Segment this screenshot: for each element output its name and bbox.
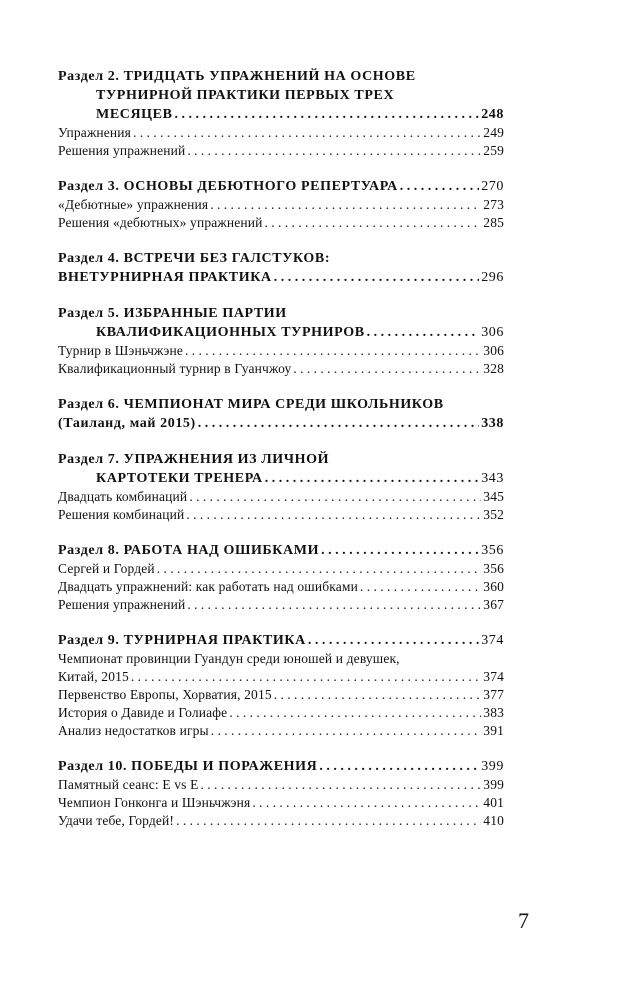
section-heading-line — [58, 304, 504, 323]
toc-entry — [58, 142, 504, 160]
toc-section-6 — [58, 395, 504, 433]
entry-title: Решения упражнений — [58, 143, 186, 158]
section-heading-line — [58, 414, 504, 433]
section-heading-text: Раздел 2. ТРИДЦАТЬ УПРАЖНЕНИЙ НА ОСНОВЕ — [58, 69, 416, 84]
entry-title: История о Давиде и Голиафе — [58, 705, 228, 720]
toc-entry — [58, 506, 504, 524]
section-page-number: 343 — [481, 471, 504, 486]
section-heading-text: Раздел 6. ЧЕМПИОНАТ МИРА СРЕДИ ШКОЛЬНИКОВ — [58, 397, 444, 412]
toc-section-3 — [58, 177, 504, 232]
dot-leader — [274, 686, 482, 704]
entry-title: Удачи тебе, Гордей! — [58, 813, 175, 828]
section-page-number: 356 — [481, 543, 504, 558]
dot-leader — [319, 757, 479, 776]
entry-page-number: 306 — [483, 343, 504, 358]
toc-entry — [58, 342, 504, 360]
dot-leader — [308, 631, 479, 650]
dot-leader — [274, 268, 480, 287]
section-heading-text: Раздел 8. РАБОТА НАД ОШИБКАМИ — [58, 543, 320, 558]
page-number: 7 — [518, 908, 529, 933]
entry-page-number: 367 — [483, 597, 504, 612]
toc-section-2 — [58, 67, 504, 160]
section-page-number: 338 — [481, 416, 504, 431]
toc-entry — [58, 488, 504, 506]
entry-page-number: 259 — [483, 143, 504, 158]
toc-section-9 — [58, 631, 504, 740]
dot-leader — [200, 776, 481, 794]
dot-leader — [176, 812, 481, 830]
entry-title: Первенство Европы, Хорватия, 2015 — [58, 687, 272, 702]
dot-leader — [133, 124, 481, 142]
entry-title: Чемпионат провинции Гуандун среди юношей и девушек, — [58, 651, 400, 666]
entry-page-number: 285 — [483, 215, 504, 230]
entry-title: Упражнения — [58, 125, 132, 140]
entry-title: «Дебютные» упражнения — [58, 197, 209, 212]
toc-entry — [58, 812, 504, 830]
dot-leader — [186, 506, 481, 524]
toc-section-4 — [58, 249, 504, 287]
entry-page-number: 356 — [483, 561, 504, 576]
entry-title: Памятный сеанс: Е vs Е — [58, 777, 199, 792]
section-heading-text: КАРТОТЕКИ ТРЕНЕРА — [96, 471, 263, 486]
entry-page-number: 399 — [483, 777, 504, 792]
section-heading-line — [58, 541, 504, 560]
section-page-number: 374 — [481, 633, 504, 648]
dot-leader — [400, 177, 479, 196]
section-heading-text: КВАЛИФИКАЦИОННЫХ ТУРНИРОВ — [96, 325, 365, 340]
section-heading-line — [58, 86, 504, 105]
dot-leader — [210, 196, 481, 214]
section-heading-text: Раздел 10. ПОБЕДЫ И ПОРАЖЕНИЯ — [58, 759, 318, 774]
dot-leader — [198, 414, 479, 433]
section-heading-text: Раздел 3. ОСНОВЫ ДЕБЮТНОГО РЕПЕРТУАРА — [58, 179, 398, 194]
dot-leader — [293, 360, 481, 378]
section-heading-line — [58, 631, 504, 650]
toc-entry — [58, 560, 504, 578]
entry-title: Решения комбинаций — [58, 507, 185, 522]
toc-entry — [58, 794, 504, 812]
section-page-number: 306 — [481, 325, 504, 340]
section-page-number: 296 — [481, 270, 504, 285]
section-heading-text: ТУРНИРНОЙ ПРАКТИКИ ПЕРВЫХ ТРЕХ — [96, 88, 395, 103]
dot-leader — [157, 560, 482, 578]
section-heading-text: (Таиланд, май 2015) — [58, 416, 196, 431]
section-page-number: 248 — [481, 107, 504, 122]
section-heading-text: Раздел 9. ТУРНИРНАЯ ПРАКТИКА — [58, 633, 306, 648]
section-heading-line — [58, 469, 504, 488]
section-heading-line — [58, 450, 504, 469]
dot-leader — [187, 142, 481, 160]
section-heading-text: ВНЕТУРНИРНАЯ ПРАКТИКА — [58, 270, 272, 285]
dot-leader — [185, 342, 481, 360]
toc-entry — [58, 214, 504, 232]
section-heading-text: МЕСЯЦЕВ — [96, 107, 173, 122]
section-heading-line — [58, 177, 504, 196]
entry-title: Сергей и Гордей — [58, 561, 155, 576]
dot-leader — [265, 469, 479, 488]
entry-page-number: 410 — [483, 813, 504, 828]
entry-title: Чемпион Гонконга и Шэньчжэня — [58, 795, 251, 810]
entry-title: Решения «дебютных» упражнений — [58, 215, 263, 230]
entry-title: Двадцать упражнений: как работать над ошибками — [58, 579, 358, 594]
dot-leader — [264, 214, 481, 232]
table-of-contents — [58, 67, 504, 847]
section-heading-line — [58, 67, 504, 86]
entry-title-continued: Китай, 2015 — [58, 669, 129, 684]
dot-leader — [252, 794, 481, 812]
entry-page-number: 377 — [483, 687, 504, 702]
dot-leader — [175, 105, 480, 124]
dot-leader — [187, 596, 481, 614]
toc-section-7 — [58, 450, 504, 524]
toc-entry — [58, 776, 504, 794]
section-page-number: 270 — [481, 179, 504, 194]
toc-section-8 — [58, 541, 504, 614]
entry-page-number: 273 — [483, 197, 504, 212]
toc-entry — [58, 360, 504, 378]
toc-entry — [58, 124, 504, 142]
section-heading-line — [58, 249, 504, 268]
entry-page-number: 328 — [483, 361, 504, 376]
toc-entry — [58, 578, 504, 596]
entry-page-number: 391 — [483, 723, 504, 738]
section-heading-line — [58, 323, 504, 342]
entry-page-number: 345 — [483, 489, 504, 504]
entry-title: Решения упражнений — [58, 597, 186, 612]
dot-leader — [229, 704, 481, 722]
entry-page-number: 352 — [483, 507, 504, 522]
section-heading-text: Раздел 5. ИЗБРАННЫЕ ПАРТИИ — [58, 306, 287, 321]
toc-entry — [58, 686, 504, 704]
entry-page-number: 383 — [483, 705, 504, 720]
entry-page-number: 360 — [483, 579, 504, 594]
dot-leader — [367, 323, 480, 342]
toc-entry — [58, 704, 504, 722]
entry-title: Анализ недостатков игры — [58, 723, 209, 738]
dot-leader — [321, 541, 479, 560]
entry-title: Турнир в Шэньчжэне — [58, 343, 183, 358]
entry-page-number: 374 — [483, 669, 504, 684]
toc-entry — [58, 668, 504, 686]
entry-title: Квалификационный турнир в Гуанчжоу — [58, 361, 292, 376]
section-heading-text: Раздел 7. УПРАЖНЕНИЯ ИЗ ЛИЧНОЙ — [58, 452, 330, 467]
dot-leader — [211, 722, 482, 740]
section-heading-line — [58, 395, 504, 414]
toc-entry — [58, 596, 504, 614]
dot-leader — [189, 488, 481, 506]
toc-section-5 — [58, 304, 504, 378]
section-heading-line — [58, 268, 504, 287]
toc-entry — [58, 722, 504, 740]
toc-entry — [58, 650, 504, 668]
section-heading-line — [58, 105, 504, 124]
entry-page-number: 401 — [483, 795, 504, 810]
dot-leader — [360, 578, 481, 596]
toc-section-10 — [58, 757, 504, 830]
dot-leader — [131, 668, 481, 686]
toc-entry — [58, 196, 504, 214]
section-page-number: 399 — [481, 759, 504, 774]
entry-page-number: 249 — [483, 125, 504, 140]
entry-title: Двадцать комбинаций — [58, 489, 188, 504]
section-heading-text: Раздел 4. ВСТРЕЧИ БЕЗ ГАЛСТУКОВ: — [58, 251, 331, 266]
section-heading-line — [58, 757, 504, 776]
